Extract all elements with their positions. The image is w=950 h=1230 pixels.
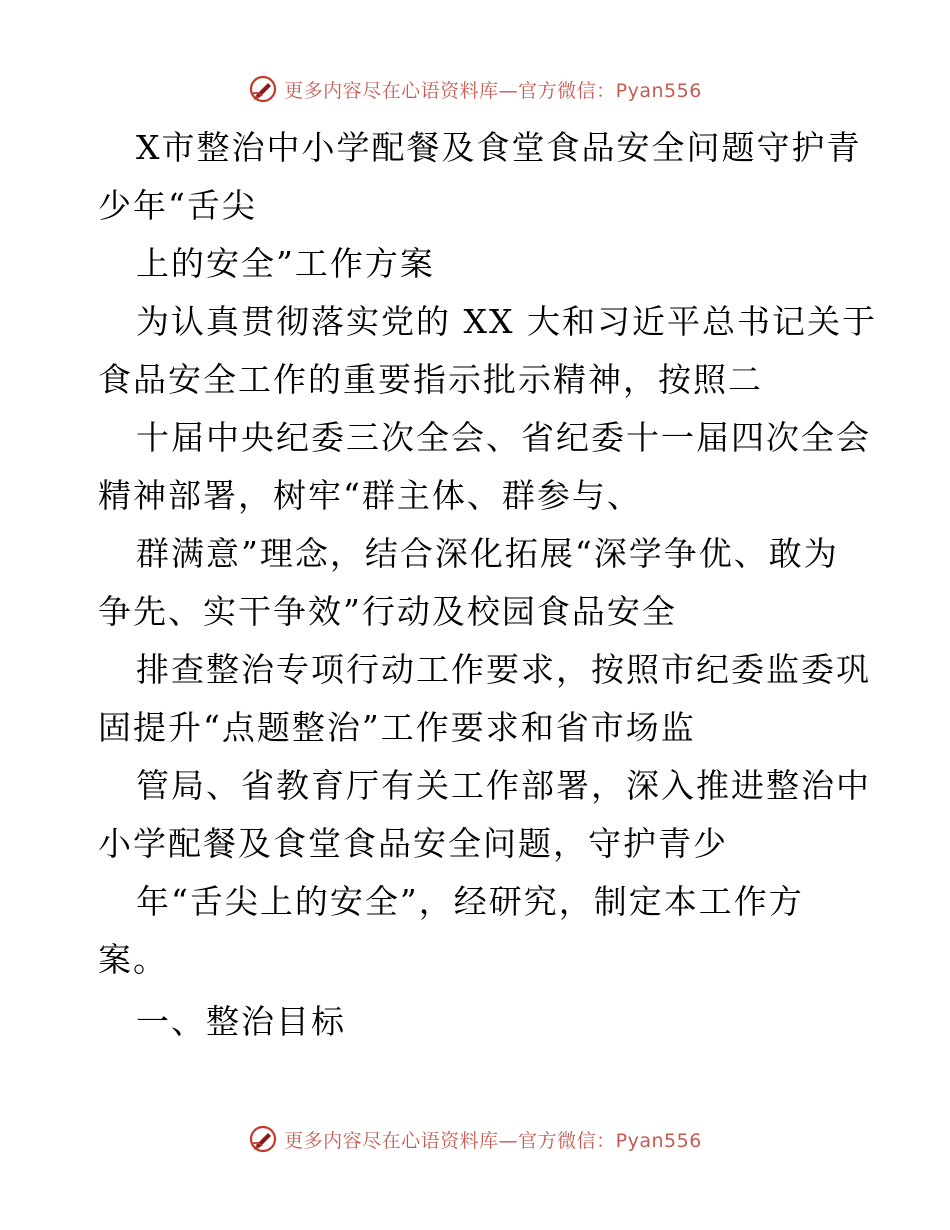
pen-circle-logo-icon [248,1124,278,1154]
watermark-footer [0,1124,950,1154]
pen-circle-logo-icon [248,74,278,104]
section-heading: 一、整治目标 [136,1002,346,1041]
paragraph-line: 群满意”理念，结合深化拓展“深学争优、敢为 [136,534,839,573]
paragraph-line: 食品安全工作的重要指示批示精神，按照二 [98,360,763,399]
paragraph-line: 排查整治专项行动工作要求，按照市纪委监委巩 [136,650,871,689]
paragraph-line: 小学配餐及食堂食品安全问题，守护青少 [98,824,728,863]
title-line-1: X市整治中小学配餐及食堂食品安全问题守护青 [136,128,862,167]
paragraph-line: 争先、实干争效”行动及校园食品安全 [98,592,677,631]
paragraph-line: 十届中央纪委三次全会、省纪委十一届四次全会 [136,418,871,457]
paragraph-line: 为认真贯彻落实党的 XX 大和习近平总书记关于 [136,302,877,341]
watermark-header [0,74,950,104]
paragraph-line: 管局、省教育厅有关工作部署，深入推进整治中 [136,766,871,805]
paragraph-line: 年“舌尖上的安全”，经研究，制定本工作方 [136,882,804,921]
paragraph-line: 精神部署，树牢“群主体、群参与、 [98,476,642,515]
watermark-text: 更多内容尽在心语资料库—官方微信：Pyan556 [284,79,702,102]
title-line-3: 上的安全”工作方案 [136,244,435,283]
title-line-2: 少年“舌尖 [98,186,257,225]
paragraph-line: 固提升“点题整治”工作要求和省市场监 [98,708,696,747]
watermark-text: 更多内容尽在心语资料库—官方微信：Pyan556 [284,1129,702,1152]
paragraph-line: 案。 [98,940,168,979]
